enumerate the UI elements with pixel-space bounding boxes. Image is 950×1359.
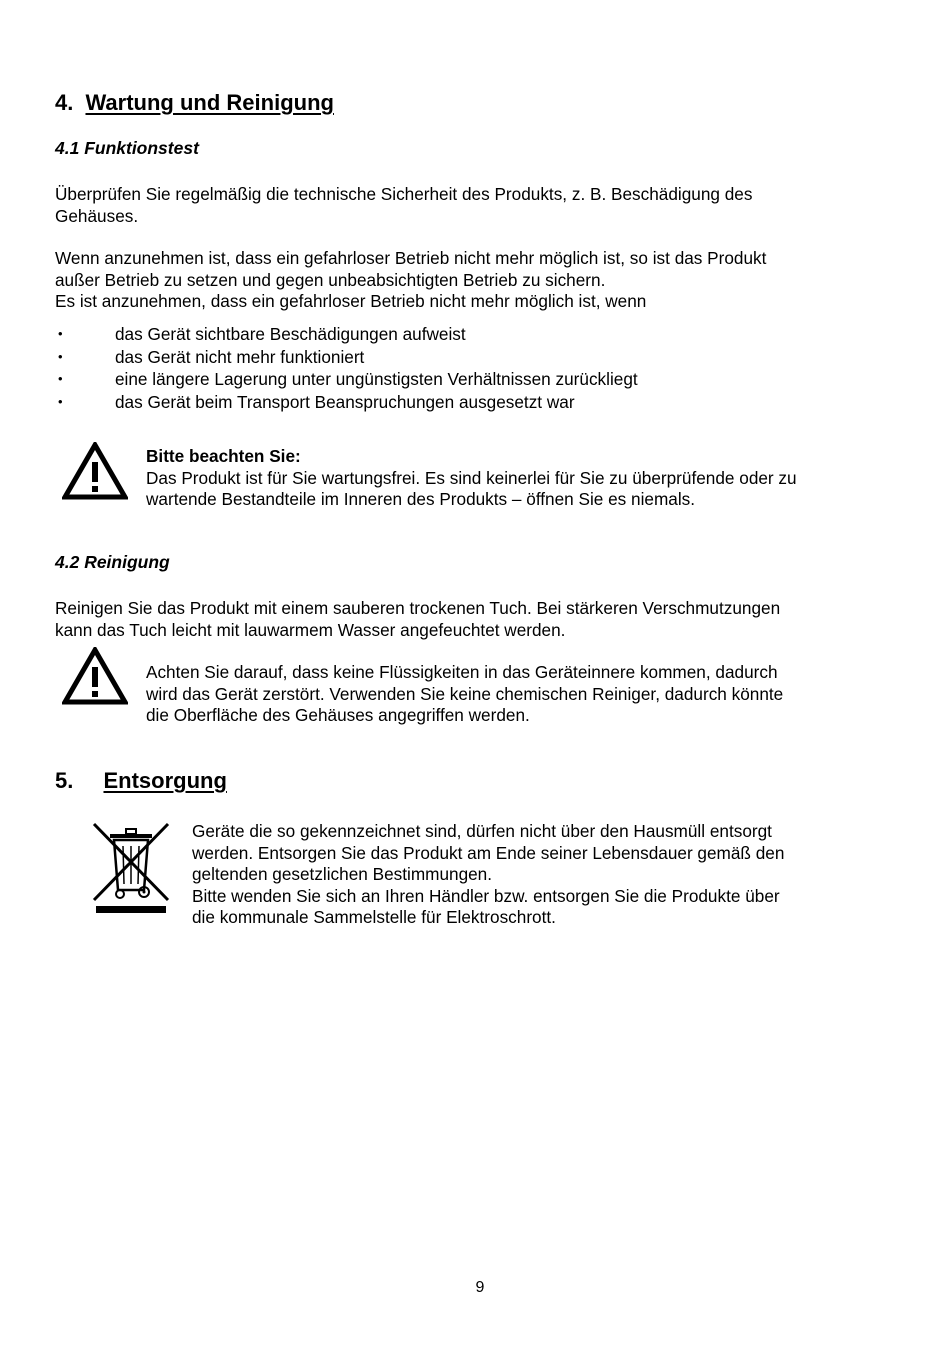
page-number: 9 — [475, 1279, 485, 1296]
list-item-text: das Gerät nicht mehr funktioniert — [115, 346, 365, 367]
bullet-icon: • — [58, 393, 63, 409]
text-line: Bitte wenden Sie sich an Ihren Händler bzw. entsorgen Sie die Produkte über — [192, 885, 780, 906]
text-line: Geräte die so gekennzeichnet sind, dürfen nicht über den Hausmüll entsorgt — [192, 821, 772, 841]
text-line: Das Produkt ist für Sie wartungsfrei. Es sind keinerlei für Sie zu überprüfende oder zu — [146, 467, 797, 488]
list-item-text: das Gerät sichtbare Beschädigungen aufweist — [115, 324, 466, 344]
section-5-title: Entsorgung — [103, 768, 227, 793]
text-line: wartende Bestandteile im Inneren des Produkts – öffnen Sie es niemals. — [146, 489, 696, 510]
list-item-text: das Gerät beim Transport Beanspruchungen ausgesetzt war — [115, 391, 575, 412]
section-4-number: 4. — [55, 90, 74, 115]
bullet-icon: • — [58, 348, 63, 364]
section-4-1-paragraph-1 — [55, 184, 855, 227]
text-line: Gehäuses. — [55, 205, 139, 226]
text-line: Es ist anzunehmen, dass ein gefahrloser Betrieb nicht mehr möglich ist, wenn — [55, 291, 647, 312]
text-line: wird das Gerät zerstört. Verwenden Sie keine chemischen Reiniger, dadurch könnte — [146, 683, 784, 704]
text-line: die Oberfläche des Gehäuses angegriffen werden. — [146, 705, 530, 726]
section-5-number: 5. — [55, 768, 74, 793]
text-line: die kommunale Sammelstelle für Elektroschrott. — [192, 907, 556, 928]
section-4-2-title: 4.2 Reinigung — [55, 552, 170, 572]
section-4-title: Wartung und Reinigung — [85, 90, 334, 115]
section-4-1-title: 4.1 Funktionstest — [55, 138, 199, 158]
list-item-text: eine längere Lagerung unter ungünstigsten Verhältnissen zurückliegt — [115, 369, 638, 390]
list-item — [55, 391, 875, 414]
warning-triangle-icon — [62, 442, 128, 500]
bullet-icon: • — [58, 371, 63, 387]
text-line: werden. Entsorgen Sie das Produkt am Ende seiner Lebensdauer gemäß den — [192, 842, 785, 863]
list-item — [55, 368, 875, 391]
text-line: Überprüfen Sie regelmäßig die technische Sicherheit des Produkts, z. B. Beschädigung des — [55, 184, 753, 204]
text-line: Wenn anzunehmen ist, dass ein gefahrloser Betrieb nicht mehr möglich ist, so ist das Produkt — [55, 248, 767, 268]
section-4-2-paragraph — [55, 598, 855, 641]
text-line: außer Betrieb zu setzen und gegen unbeabsichtigten Betrieb zu sichern. — [55, 269, 606, 290]
condition-list — [55, 323, 875, 413]
bullet-icon: • — [58, 326, 63, 341]
disposal-text — [192, 821, 892, 929]
list-item — [55, 346, 875, 369]
text-line: Achten Sie darauf, dass keine Flüssigkeiten in das Geräteinnere kommen, dadurch — [146, 662, 778, 682]
notice-heading: Bitte beachten Sie: — [146, 446, 301, 466]
text-line: Reinigen Sie das Produkt mit einem sauberen trockenen Tuch. Bei stärkeren Verschmutzungen — [55, 598, 781, 618]
section-4-1-paragraph-2 — [55, 248, 855, 313]
maintenance-notice — [146, 446, 876, 511]
section-4-heading — [55, 90, 334, 116]
crossed-out-wheelie-bin-icon — [90, 820, 172, 915]
text-line: kann das Tuch leicht mit lauwarmem Wasser angefeuchtet werden. — [55, 619, 566, 640]
text-line: geltenden gesetzlichen Bestimmungen. — [192, 864, 493, 885]
warning-triangle-icon — [62, 647, 128, 705]
list-item — [55, 323, 875, 346]
cleaning-warning — [146, 662, 876, 727]
section-5-heading — [55, 768, 227, 794]
